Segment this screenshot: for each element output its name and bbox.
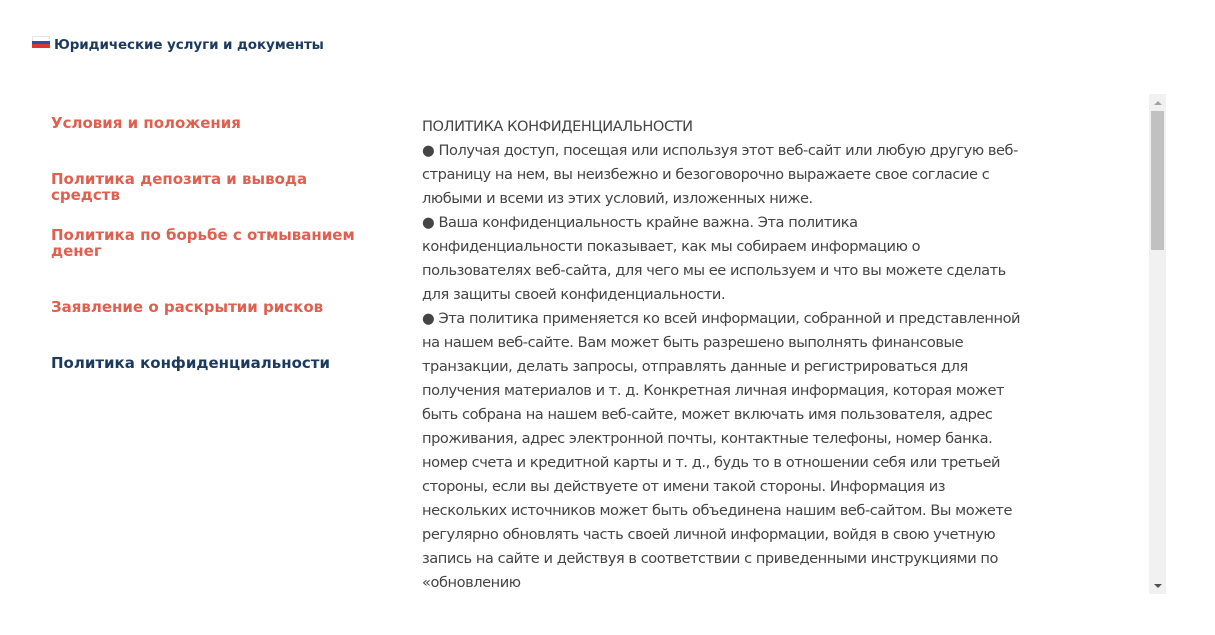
scroll-down-button[interactable] — [1149, 577, 1166, 594]
sidebar-item-deposit-withdrawal-policy[interactable]: Политика депозита и вывода средств — [51, 170, 308, 204]
document-content-panel — [422, 94, 1149, 594]
sidebar-item-terms-and-conditions[interactable]: Условия и положения — [51, 114, 241, 132]
scroll-up-arrow-icon — [1154, 101, 1162, 105]
scrollbar-thumb[interactable] — [1151, 111, 1164, 250]
page-header — [32, 37, 324, 53]
sidebar-item-risk-disclosure[interactable]: Заявление о раскрытии рисков — [51, 298, 324, 316]
document-paragraph: ● Получая доступ, посещая или используя этот веб-сайт или любую другую веб-страницу на нем, вы неизбежно и безоговорочно выражаете свое согласие с любыми и всеми из этих условий, изложенных ниже. — [422, 142, 1018, 207]
sidebar-item-aml-policy[interactable]: Политика по борьбе с отмыванием денег — [51, 226, 355, 260]
scroll-down-arrow-icon — [1154, 584, 1162, 588]
page-title: Юридические услуги и документы — [54, 37, 324, 53]
document-paragraph: ● Эта политика применяется ко всей информации, собранной и представленной на нашем веб-сайте. Вам может быть разрешено выполнять финансовые транзакции, делать запросы, отправлять данные и регистрироваться для получения материалов и т. д. Конкретная личная информация, которая может быть собрана на нашем веб-сайте, может включать имя пользователя, адрес проживания, адрес электронной почты, контактные телефоны, номер банка. номер счета и кредитной карты и т. д., будь то в отношении себя или третьей стороны, если вы действуете от имени такой стороны. Информация из нескольких источников может быть объединена нашим веб-сайтом. Вы можете регулярно обновлять часть своей личной информации, войдя в свою учетную запись на сайте и действуя в соответствии с приведенными инструкциями по «обновлению — [422, 310, 1021, 591]
content-scrollbar[interactable] — [1149, 94, 1166, 594]
sidebar-item-privacy-policy[interactable]: Политика конфиденциальности — [51, 354, 330, 372]
document-paragraph: ● Ваша конфиденциальность крайне важна. Эта политика конфиденциальности показывает, как мы собираем информацию о пользователях веб-сайта, для чего мы ее используем и что вы можете сделать для защиты своей конфиденциальности. — [422, 214, 1006, 303]
document-title: ПОЛИТИКА КОНФИДЕНЦИАЛЬНОСТИ — [422, 118, 693, 135]
scroll-up-button[interactable] — [1149, 94, 1166, 111]
russia-flag-icon — [32, 36, 50, 48]
